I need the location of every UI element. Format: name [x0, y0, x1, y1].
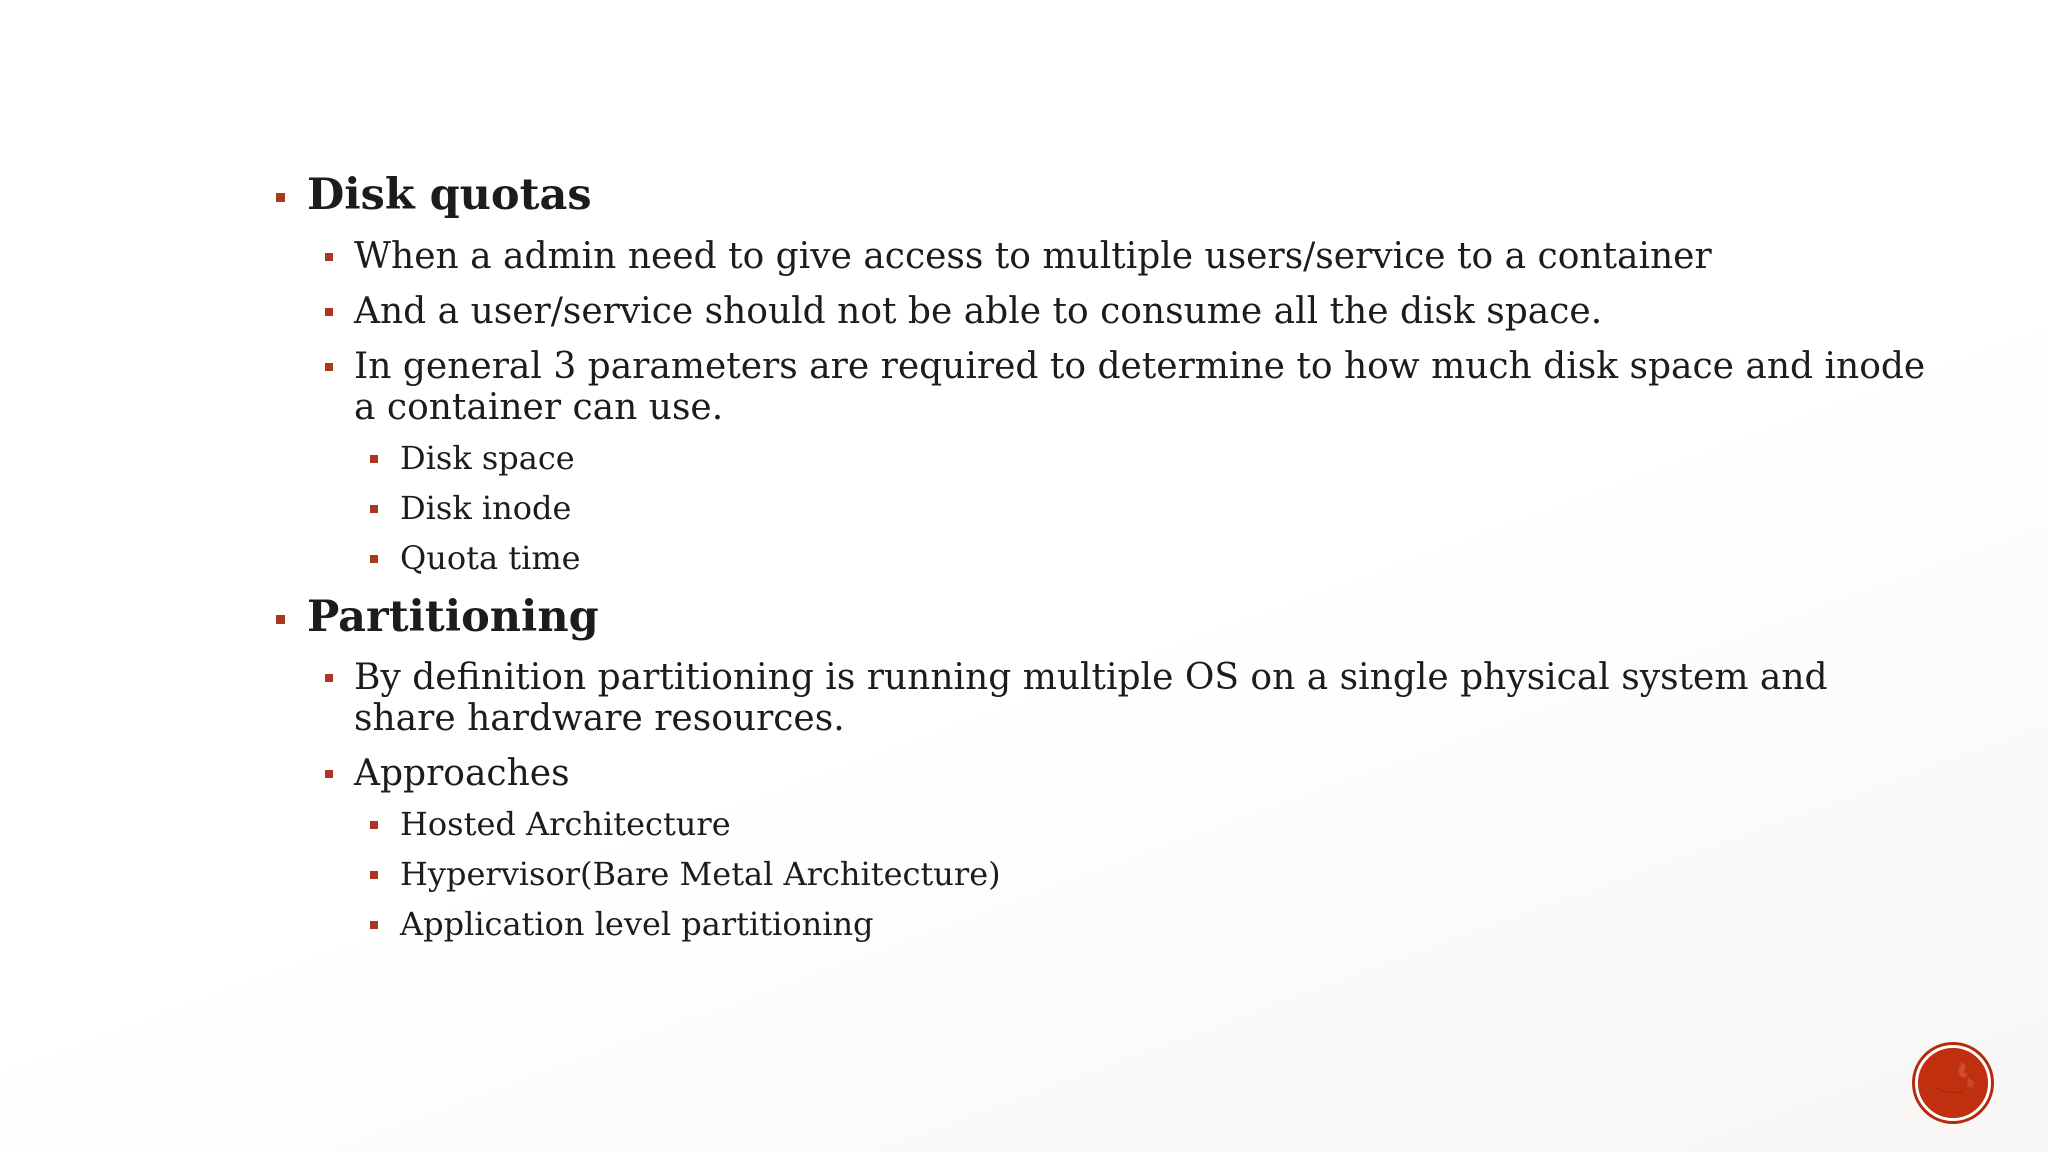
subpoint-text: Hypervisor(Bare Metal Architecture) [400, 855, 1001, 894]
sub-list-item [276, 854, 1936, 894]
list-item [276, 657, 1936, 739]
square-bullet-icon [370, 555, 378, 563]
sub-list-item [276, 438, 1936, 478]
point-text: When a admin need to give access to multiple users/service to a container [354, 235, 1712, 277]
point-text: And a user/service should not be able to consume all the disk space. [354, 290, 1603, 332]
square-bullet-icon [370, 821, 378, 829]
heading-partitioning [276, 592, 1936, 644]
subpoint-text: Quota time [400, 538, 581, 577]
subpoint-text: Hosted Architecture [400, 805, 731, 844]
sub-list-item [276, 538, 1936, 578]
list-item [276, 753, 1936, 794]
slide-logo-badge-icon [1915, 1045, 1991, 1121]
subpoint-text: Disk inode [400, 488, 572, 527]
list-item [276, 236, 1936, 277]
point-text: By definition partitioning is running multiple OS on a single physical system and share hardware resources. [354, 657, 1828, 740]
heading-text: Partitioning [307, 591, 599, 642]
point-text: Approaches [354, 753, 570, 795]
square-bullet-icon [276, 615, 285, 624]
square-bullet-icon [370, 505, 378, 513]
square-bullet-icon [325, 674, 333, 682]
list-item [276, 291, 1936, 332]
sub-list-item [276, 804, 1936, 844]
slide-content [276, 170, 1936, 944]
square-bullet-icon [276, 193, 285, 202]
point-text: In general 3 parameters are required to determine to how much disk space and inode a container can use. [354, 345, 1926, 428]
badge-texture-icon [1918, 1048, 1988, 1118]
subpoint-text: Disk space [400, 438, 575, 477]
square-bullet-icon [370, 871, 378, 879]
subpoint-text: Application level partitioning [400, 905, 874, 944]
square-bullet-icon [370, 921, 378, 929]
heading-disk-quotas [276, 170, 1936, 222]
square-bullet-icon [325, 363, 333, 371]
heading-text: Disk quotas [307, 170, 592, 220]
sub-list-item [276, 488, 1936, 528]
list-item [276, 346, 1936, 428]
square-bullet-icon [325, 770, 333, 778]
square-bullet-icon [325, 308, 333, 316]
square-bullet-icon [370, 455, 378, 463]
square-bullet-icon [325, 253, 333, 261]
sub-list-item [276, 904, 1936, 944]
